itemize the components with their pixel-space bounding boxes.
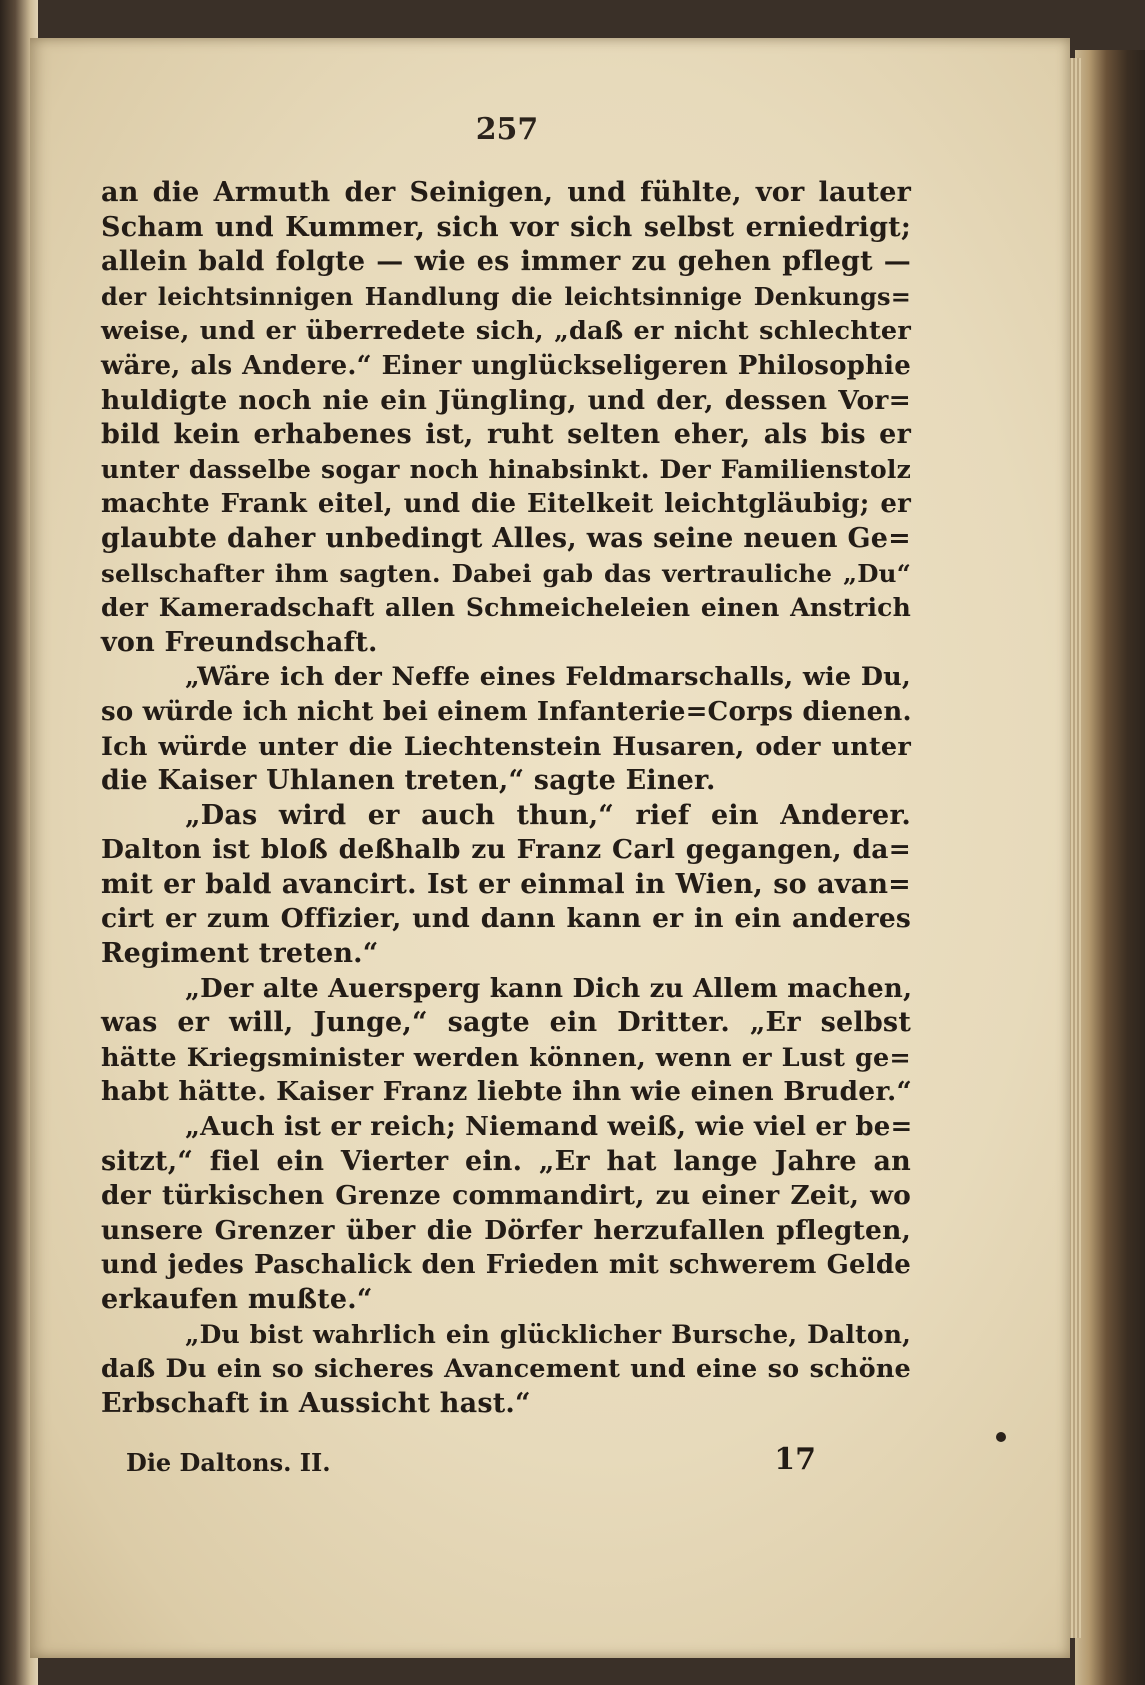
text-line: sitzt,“ fiel ein Vierter ein. „Er hat lange Jahre an [101, 1145, 911, 1177]
book-cover-edge [1075, 50, 1145, 1685]
text-line: allein bald folgte — wie es immer zu gehen pflegt — [101, 246, 911, 278]
text-line: Regiment treten.“ [101, 938, 379, 970]
text-line: mit er bald avancirt. Ist er einmal in Wien, so avan= [101, 868, 911, 900]
text-line: „Auch ist er reich; Niemand weiß, wie viel er be= [185, 1112, 913, 1143]
text-line: Erbschaft in Aussicht hast.“ [101, 1387, 531, 1419]
page-number: 257 [475, 112, 539, 147]
ink-spot [996, 1432, 1006, 1442]
text-line: unter dasselbe sogar noch hinabsinkt. Der Familienstolz [101, 454, 911, 484]
text-line: „Wäre ich der Neffe eines Feldmarschalls, wie Du, [185, 662, 911, 693]
text-line: der türkischen Grenze commandirt, zu einer Zeit, wo [101, 1180, 911, 1212]
body-text [101, 176, 911, 1421]
text-line: machte Frank eitel, und die Eitelkeit leichtgläubig; er [101, 489, 911, 520]
text-line: wäre, als Andere.“ Einer unglückseligeren Philosophie [101, 350, 911, 381]
text-line: „Der alte Auersperg kann Dich zu Allem machen, [185, 973, 913, 1004]
text-line: weise, und er überredete sich, „daß er nicht schlechter [101, 316, 911, 347]
text-line: glaubte daher unbedingt Alles, was seine neuen Ge= [101, 522, 911, 554]
signature-mark: Die Daltons. II. [126, 1448, 331, 1477]
text-line: der Kameradschaft allen Schmeicheleien einen Anstrich [101, 593, 911, 623]
sheet-number: 17 [774, 1442, 816, 1477]
text-line: Scham und Kummer, sich vor sich selbst erniedrigt; [101, 211, 911, 243]
text-line: so würde ich nicht bei einem Infanterie=Corps dienen. [101, 696, 912, 727]
text-line: Ich würde unter die Liechtenstein Husaren, oder unter [101, 731, 911, 762]
text-line: hätte Kriegsminister werden können, wenn er Lust ge= [101, 1042, 911, 1073]
text-line: was er will, Junge,“ sagte ein Dritter. „Er selbst [101, 1007, 911, 1039]
text-line: unsere Grenzer über die Dörfer herzufallen pflegten, [101, 1214, 911, 1246]
text-line: und jedes Paschalick den Frieden mit schwerem Gelde [101, 1250, 911, 1281]
text-line: „Du bist wahrlich ein glücklicher Bursche, Dalton, [185, 1319, 911, 1349]
text-line: die Kaiser Uhlanen treten,“ sagte Einer. [101, 765, 716, 797]
text-line: der leichtsinnigen Handlung die leichtsinnige Denkungs= [101, 281, 911, 311]
text-line: cirt er zum Offizier, und dann kann er in ein anderes [101, 903, 911, 935]
page-footer [126, 1442, 816, 1480]
text-line: daß Du ein so sicheres Avancement und eine so schöne [101, 1354, 911, 1385]
text-line: bild kein erhabenes ist, ruht selten eher, als bis er [101, 419, 911, 451]
text-line: an die Armuth der Seinigen, und fühlte, vor lauter [101, 177, 911, 208]
text-line: Dalton ist bloß deßhalb zu Franz Carl gegangen, da= [101, 834, 911, 866]
text-line: „Das wird er auch thun,“ rief ein Anderer. [185, 799, 911, 831]
text-line: sellschafter ihm sagten. Dabei gab das vertrauliche „Du“ [101, 558, 911, 588]
text-line: habt hätte. Kaiser Franz liebte ihn wie einen Bruder.“ [101, 1076, 912, 1108]
text-line: erkaufen mußte.“ [101, 1284, 373, 1315]
text-line: huldigte noch nie ein Jüngling, und der, dessen Vor= [101, 384, 911, 416]
text-line: von Freundschaft. [101, 626, 378, 658]
